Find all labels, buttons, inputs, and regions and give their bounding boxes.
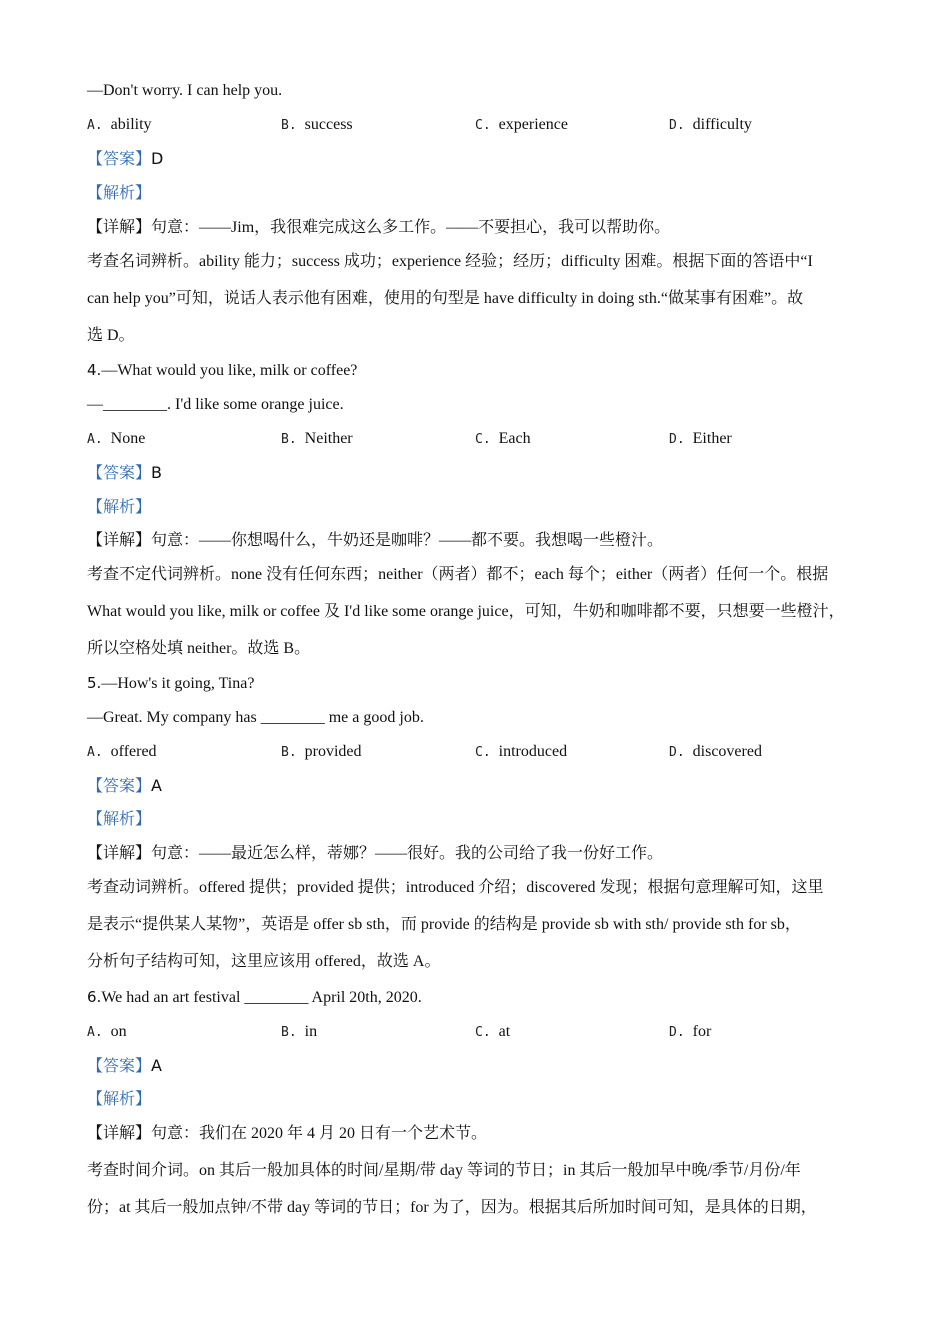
q3-reply: —Don't worry. I can help you. (87, 82, 283, 99)
q5-option-b: B. provided (281, 743, 362, 760)
q6-option-b: B. in (281, 1023, 318, 1040)
q6-explanation-line-1: 考查时间介词。on 其后一般加具体的时间/星期/带 day 等词的节日；in 其后一般加早中晚/季节/月份/年 (87, 1162, 801, 1179)
q5-options (87, 742, 887, 764)
q5-option-d: D. discovered (669, 743, 762, 760)
q3-detail: 【详解】句意：——Jim，我很难完成这么多工作。——不要担心，我可以帮助你。 (87, 219, 671, 236)
q6-answer: 【答案】A (87, 1056, 162, 1075)
q3-option-b: B. success (281, 116, 353, 133)
q4-reply: —________. I'd like some orange juice. (87, 396, 344, 413)
q4-option-a: A. None (87, 430, 146, 447)
q4-detail: 【详解】句意：——你想喝什么，牛奶还是咖啡？——都不要。我想喝一些橙汁。 (87, 532, 664, 549)
q6-analysis-tag: 【解析】 (87, 1091, 152, 1108)
q5-explanation-line-3: 分析句子结构可知，这里应该用 offered，故选 A。 (87, 953, 441, 970)
q4-option-c: C. Each (475, 430, 531, 447)
q5-analysis-tag: 【解析】 (87, 811, 152, 828)
q4-options (87, 429, 887, 451)
q6-detail: 【详解】句意：我们在 2020 年 4 月 20 日有一个艺术节。 (87, 1125, 488, 1142)
q4-answer: 【答案】B (87, 463, 162, 482)
q4-question: 4.—What would you like, milk or coffee? (87, 361, 358, 379)
q6-question: 6.We had an art festival ________ April 20th, 2020. (87, 988, 422, 1006)
q3-explanation-line-3: 选 D。 (87, 327, 135, 344)
q5-explanation-line-2: 是表示“提供某人某物”，英语是 offer sb sth，而 provide 的结构是 provide sb with sth/ provide sth for sb， (87, 916, 801, 933)
q3-analysis-tag: 【解析】 (87, 185, 152, 202)
q4-explanation-line-1: 考查不定代词辨析。none 没有任何东西；neither（两者）都不；each 每个；either（两者）任何一个。根据 (87, 566, 829, 583)
q3-option-d: D. difficulty (669, 116, 752, 133)
q6-option-d: D. for (669, 1023, 712, 1040)
q6-explanation-line-2: 份；at 其后一般加点钟/不带 day 等词的节日；for 为了，因为。根据其后所加时间可知，是具体的日期， (87, 1199, 817, 1216)
q6-options (87, 1022, 887, 1044)
q5-option-c: C. introduced (475, 743, 568, 760)
q3-options (87, 115, 887, 137)
q5-answer: 【答案】A (87, 776, 162, 795)
q4-explanation-line-3: 所以空格处填 neither。故选 B。 (87, 640, 311, 657)
q4-option-b: B. Neither (281, 430, 353, 447)
q3-option-c: C. experience (475, 116, 568, 133)
q3-answer: 【答案】D (87, 149, 164, 168)
q6-option-a: A. on (87, 1023, 127, 1040)
q5-explanation-line-1: 考查动词辨析。offered 提供；provided 提供；introduced 介绍；discovered 发现；根据句意理解可知，这里 (87, 879, 824, 896)
q5-reply: —Great. My company has ________ me a good job. (87, 709, 424, 726)
q4-explanation-line-2: What would you like, milk or coffee 及 I'd like some orange juice，可知，牛奶和咖啡都不要，只想要一些橙汁， (87, 603, 845, 620)
q3-explanation-line-1: 考查名词辨析。ability 能力；success 成功；experience 经验；经历；difficulty 困难。根据下面的答语中“I (87, 253, 813, 270)
q5-option-a: A. offered (87, 743, 157, 760)
q3-explanation-line-2: can help you”可知，说话人表示他有困难，使用的句型是 have difficulty in doing sth.“做某事有困难”。故 (87, 290, 804, 307)
q5-question: 5.—How's it going, Tina? (87, 674, 255, 692)
q5-detail: 【详解】句意：——最近怎么样，蒂娜？——很好。我的公司给了我一份好工作。 (87, 845, 664, 862)
q6-option-c: C. at (475, 1023, 511, 1040)
q4-analysis-tag: 【解析】 (87, 499, 152, 516)
q4-option-d: D. Either (669, 430, 732, 447)
q3-option-a: A. ability (87, 116, 152, 133)
